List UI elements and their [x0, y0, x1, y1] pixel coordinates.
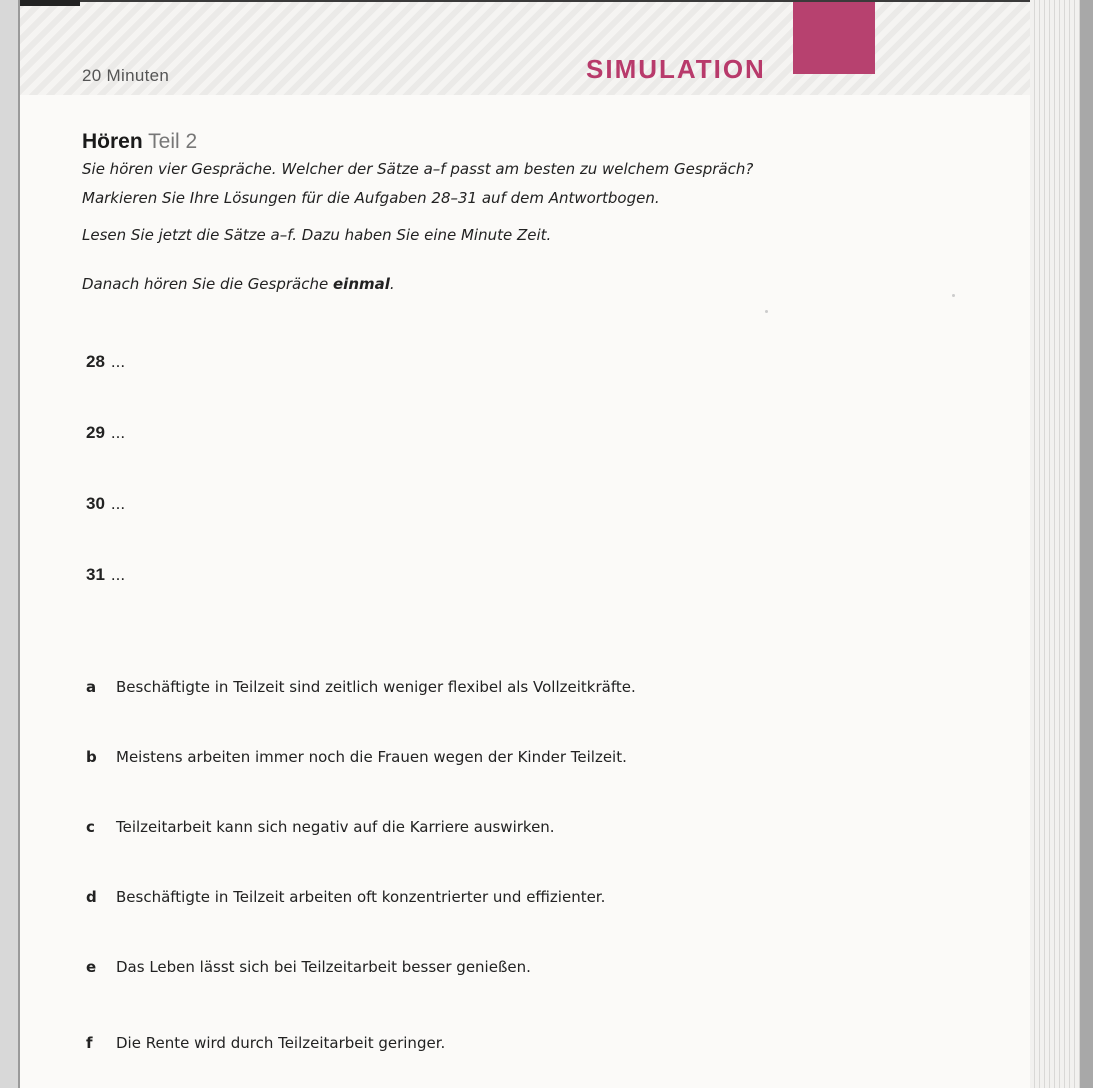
instruction-line-4-text: Danach hören Sie die Gespräche	[82, 275, 333, 293]
statement-text: Beschäftigte in Teilzeit sind zeitlich weniger flexibel als Vollzeitkräfte.	[116, 678, 636, 696]
instruction-emphasis: einmal	[333, 275, 390, 293]
section-color-tab	[793, 2, 875, 74]
section-title-sub: Teil 2	[148, 130, 198, 153]
answer-item-31	[86, 565, 125, 585]
paper-speck	[765, 310, 768, 313]
exam-page	[20, 2, 1030, 1088]
time-limit: 20 Minuten	[82, 66, 170, 85]
book-spine-shadow	[1080, 0, 1093, 1088]
scan-border-left	[0, 0, 20, 1088]
answer-blank: ...	[110, 494, 126, 513]
statement-text: Teilzeitarbeit kann sich negativ auf die Karriere auswirken.	[116, 818, 555, 836]
section-title-main: Hören	[82, 130, 143, 153]
statement-b	[86, 748, 627, 766]
answer-item-28	[86, 352, 125, 372]
section-title	[82, 130, 197, 154]
statement-text: Die Rente wird durch Teilzeitarbeit geringer.	[116, 1034, 446, 1052]
answer-blank: ...	[110, 423, 126, 442]
statement-letter: d	[86, 888, 97, 906]
statement-text: Das Leben lässt sich bei Teilzeitarbeit besser genießen.	[116, 958, 531, 976]
answer-blank: ...	[110, 565, 126, 584]
item-number: 28	[86, 352, 105, 371]
statement-letter: a	[86, 678, 97, 696]
statement-a	[86, 678, 636, 696]
statement-letter: e	[86, 958, 97, 976]
statement-d	[86, 888, 605, 906]
instruction-line-2: Markieren Sie Ihre Lösungen für die Aufgaben 28–31 auf dem Antwortbogen.	[82, 189, 660, 207]
instruction-line-3: Lesen Sie jetzt die Sätze a–f. Dazu haben Sie eine Minute Zeit.	[82, 226, 552, 244]
statement-letter: f	[86, 1034, 93, 1052]
simulation-label: SIMULATION	[586, 54, 766, 84]
paper-speck	[952, 294, 955, 297]
header-band	[20, 2, 1030, 95]
statement-text: Meistens arbeiten immer noch die Frauen wegen der Kinder Teilzeit.	[116, 748, 627, 766]
item-number: 29	[86, 423, 105, 442]
statement-f	[86, 1034, 445, 1052]
statement-text: Beschäftigte in Teilzeit arbeiten oft konzentrierter und effizienter.	[116, 888, 606, 906]
instruction-line-1: Sie hören vier Gespräche. Welcher der Sätze a–f passt am besten zu welchem Gespräch?	[82, 160, 754, 178]
item-number: 31	[86, 565, 105, 584]
statement-e	[86, 958, 531, 976]
statement-letter: c	[86, 818, 95, 836]
scan-edge-top	[20, 0, 80, 6]
statement-c	[86, 818, 555, 836]
item-number: 30	[86, 494, 105, 513]
answer-item-29	[86, 423, 125, 443]
instruction-line-4-end: .	[389, 275, 395, 293]
instruction-line-4	[82, 275, 395, 293]
statement-letter: b	[86, 748, 97, 766]
answer-blank: ...	[110, 352, 126, 371]
answer-item-30	[86, 494, 125, 514]
